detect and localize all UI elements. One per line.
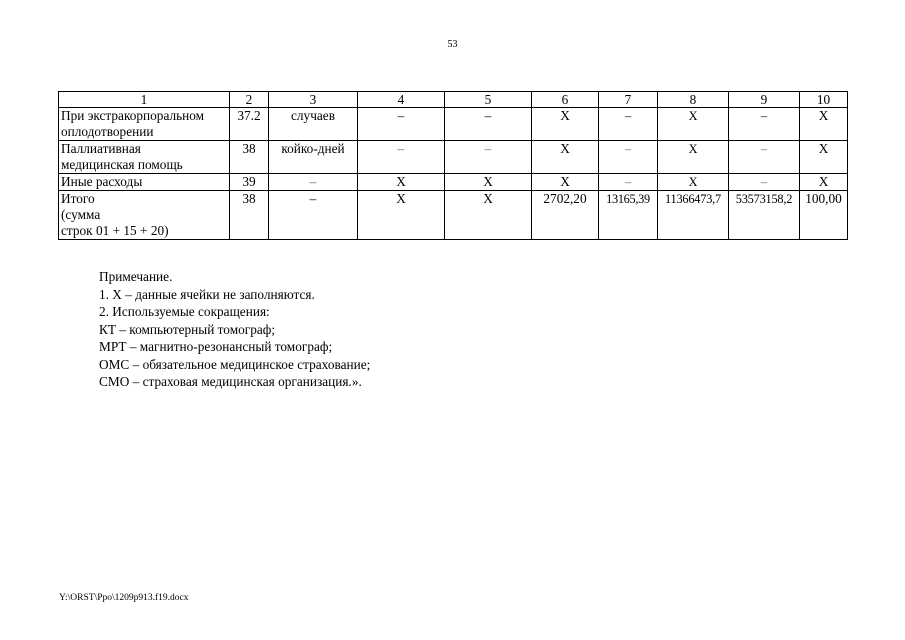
- table-cell: 38: [230, 191, 269, 240]
- note-line: МРТ – магнитно-резонансный томограф;: [99, 339, 333, 354]
- table-cell: Х: [445, 174, 532, 191]
- file-path-footer: Y:\ORST\Ppo\1209p913.f19.docx: [59, 593, 189, 603]
- row-label-line: Итого: [61, 191, 95, 206]
- row-label-line: При экстракорпоральном: [61, 108, 205, 123]
- note-line: КТ – компьютерный томограф;: [99, 321, 276, 337]
- table-header-row: [59, 92, 848, 108]
- note-line: 1. Х – данные ячейки не заполняются.: [99, 286, 315, 302]
- column-header: 7: [599, 92, 658, 108]
- column-header: 9: [729, 92, 800, 108]
- table-cell: 2702,20: [532, 191, 599, 240]
- table-cell: –: [269, 191, 358, 240]
- table-cell: –: [729, 108, 800, 141]
- table-cell: Х: [658, 141, 729, 174]
- column-header: 5: [445, 92, 532, 108]
- note-line: ОМС – обязательное медицинское страхование;: [99, 356, 371, 372]
- column-header: 10: [800, 92, 848, 108]
- notes-heading: Примечание.: [99, 269, 173, 284]
- table-cell: 38: [230, 141, 269, 174]
- table-row: [59, 191, 848, 240]
- table-cell: Х: [800, 108, 848, 141]
- page-number: 53: [447, 39, 458, 50]
- column-header: 8: [658, 92, 729, 108]
- table-cell: Х: [358, 191, 445, 240]
- notes-block: [99, 268, 370, 391]
- table-cell: койко-дней: [269, 141, 358, 174]
- table-cell: Х: [445, 191, 532, 240]
- row-label-line: строк 01 + 15 + 20): [61, 223, 169, 238]
- table-cell: –: [729, 174, 800, 191]
- table-cell: Х: [658, 174, 729, 191]
- row-label-line: Паллиативная: [61, 141, 141, 156]
- data-table: [58, 91, 848, 240]
- table-cell: Х: [358, 174, 445, 191]
- row-label-line: оплодотворении: [61, 124, 154, 139]
- table-cell: –: [599, 141, 658, 174]
- row-label: [59, 191, 230, 240]
- table-cell: Х: [532, 174, 599, 191]
- table-cell: –: [358, 141, 445, 174]
- table-cell: Х: [800, 174, 848, 191]
- table-cell: –: [599, 174, 658, 191]
- row-label: [59, 174, 230, 191]
- column-header: 3: [269, 92, 358, 108]
- column-header: 6: [532, 92, 599, 108]
- column-header: 4: [358, 92, 445, 108]
- column-header: 2: [230, 92, 269, 108]
- row-label-line: медицинская помощь: [61, 157, 183, 172]
- table-cell: 37.2: [230, 108, 269, 141]
- row-label: [59, 108, 230, 141]
- table-cell: Х: [800, 141, 848, 174]
- table-cell: Х: [532, 141, 599, 174]
- row-label: [59, 141, 230, 174]
- table-cell: 100,00: [800, 191, 848, 240]
- table-cell: –: [358, 108, 445, 141]
- table-cell: 53573158,2: [729, 191, 800, 240]
- table-cell: –: [599, 108, 658, 141]
- table-cell: Х: [658, 108, 729, 141]
- table-cell: Х: [532, 108, 599, 141]
- note-line: 2. Используемые сокращения:: [99, 304, 270, 319]
- table-cell: 39: [230, 174, 269, 191]
- note-line: СМО – страховая медицинская организация.».: [99, 374, 362, 389]
- table-row: [59, 174, 848, 191]
- column-header: 1: [59, 92, 230, 108]
- table-cell: 13165,39: [599, 191, 658, 240]
- table-row: [59, 108, 848, 141]
- table-cell: –: [445, 108, 532, 141]
- table-cell: случаев: [269, 108, 358, 141]
- table-cell: –: [445, 141, 532, 174]
- table-cell: –: [269, 174, 358, 191]
- table-cell: –: [729, 141, 800, 174]
- row-label-line: Иные расходы: [61, 174, 143, 189]
- table-cell: 11366473,7: [658, 191, 729, 240]
- table-row: [59, 141, 848, 174]
- row-label-line: (сумма: [61, 207, 101, 222]
